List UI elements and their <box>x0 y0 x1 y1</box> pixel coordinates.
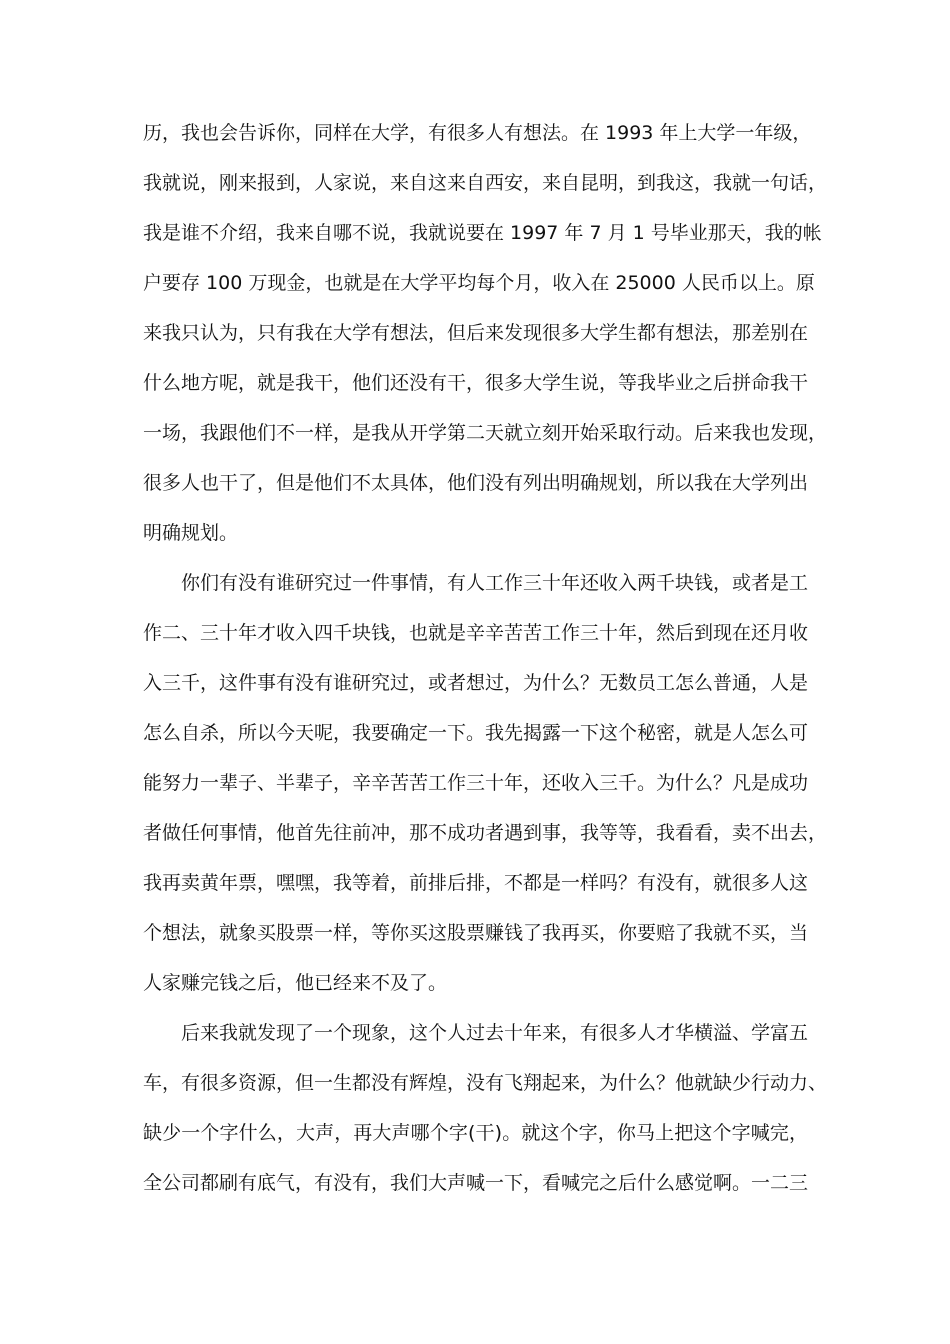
text-line: 人家赚完钱之后，他已经来不及了。 <box>143 972 448 994</box>
text-line: 作二、三十年才收入四千块钱，也就是辛辛苦苦工作三十年，然后到现在还月收 <box>143 622 809 644</box>
paragraph-1 <box>143 108 828 558</box>
paragraph-3 <box>143 1008 828 1208</box>
text-line: 车，有很多资源，但一生都没有辉煌，没有飞翔起来，为什么？他就缺少行动力、 <box>143 1072 828 1094</box>
text-line: 历，我也会告诉你，同样在大学，有很多人有想法。在 1993 年上大学一年级， <box>143 122 812 144</box>
text-line: 缺少一个字什么，大声，再大声哪个字(干)。就这个字，你马上把这个字喊完， <box>143 1122 808 1144</box>
text-line: 后来我就发现了一个现象，这个人过去十年来，有很多人才华横溢、学富五 <box>181 1022 809 1044</box>
text-line: 入三千，这件事有没有谁研究过，或者想过，为什么？无数员工怎么普通，人是 <box>143 672 809 694</box>
text-line: 一场，我跟他们不一样，是我从开学第二天就立刻开始采取行动。后来我也发现， <box>143 422 828 444</box>
text-line: 怎么自杀，所以今天呢，我要确定一下。我先揭露一下这个秘密，就是人怎么可 <box>143 722 809 744</box>
paragraph-2 <box>143 558 828 1008</box>
text-line: 我就说，刚来报到，人家说，来自这来自西安，来自昆明，到我这，我就一句话， <box>143 172 828 194</box>
text-line: 我再卖黄年票，嘿嘿，我等着，前排后排，不都是一样吗？有没有，就很多人这 <box>143 872 809 894</box>
text-line: 户要存 100 万现金，也就是在大学平均每个月，收入在 25000 人民币以上。原 <box>143 272 815 294</box>
text-line: 我是谁不介绍，我来自哪不说，我就说要在 1997 年 7 月 1 号毕业那天，我的帐 <box>143 222 822 244</box>
text-line: 能努力一辈子、半辈子，辛辛苦苦工作三十年，还收入三千。为什么？凡是成功 <box>143 772 809 794</box>
text-line: 什么地方呢，就是我干，他们还没有干，很多大学生说，等我毕业之后拼命我干 <box>143 372 809 394</box>
body-text <box>143 108 828 1208</box>
text-line: 来我只认为，只有我在大学有想法，但后来发现很多大学生都有想法，那差别在 <box>143 322 809 344</box>
text-line: 你们有没有谁研究过一件事情，有人工作三十年还收入两千块钱，或者是工 <box>181 572 809 594</box>
text-line: 个想法，就象买股票一样，等你买这股票赚钱了我再买，你要赔了我就不买，当 <box>143 922 809 944</box>
text-line: 很多人也干了，但是他们不太具体，他们没有列出明确规划，所以我在大学列出 <box>143 472 809 494</box>
text-line: 者做任何事情，他首先往前冲，那不成功者遇到事，我等等，我看看，卖不出去， <box>143 822 828 844</box>
text-line: 全公司都刷有底气，有没有，我们大声喊一下，看喊完之后什么感觉啊。一二三 <box>143 1172 809 1194</box>
text-line: 明确规划。 <box>143 522 239 544</box>
